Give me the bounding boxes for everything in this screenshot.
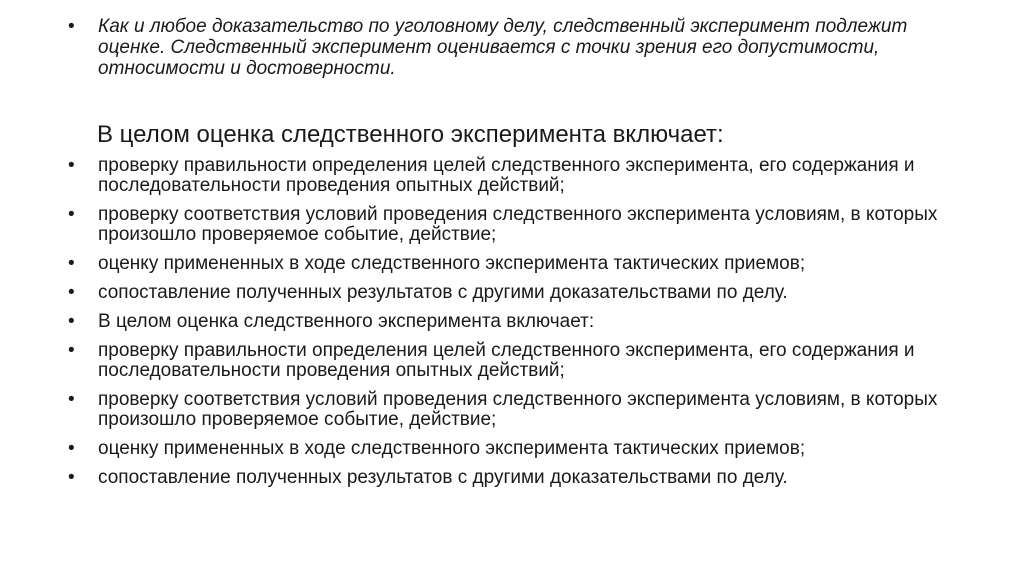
list-item (68, 468, 968, 488)
intro-item (68, 16, 968, 79)
list-item (68, 341, 968, 381)
list-item (68, 390, 968, 430)
list-item-text: проверку соответствия условий проведения следственного эксперимента условиям, в которых произошло проверяемое событие, действие; (98, 204, 938, 245)
list-item (68, 439, 968, 459)
list-item (68, 156, 968, 196)
list-item-text: проверку правильности определения целей следственного эксперимента, его содержания и последовательности проведения опытных действий; (98, 155, 915, 196)
list-item (68, 205, 968, 245)
bullet-icon: • (68, 389, 75, 410)
list-item (68, 283, 968, 303)
bullet-icon: • (68, 155, 75, 176)
list-item-text: проверку соответствия условий проведения следственного эксперимента условиям, в которых произошло проверяемое событие, действие; (98, 389, 938, 430)
bullet-icon: • (68, 311, 75, 332)
evaluation-list (68, 156, 968, 497)
list-item-text: оценку примененных в ходе следственного эксперимента тактических приемов; (98, 438, 806, 459)
intro-list (68, 16, 968, 79)
bullet-icon: • (68, 253, 75, 274)
list-item-text: В целом оценка следственного эксперимента включает: (98, 311, 595, 332)
list-item-text: оценку примененных в ходе следственного эксперимента тактических приемов; (98, 253, 806, 274)
list-item (68, 312, 968, 332)
bullet-icon: • (68, 16, 75, 37)
intro-text: Как и любое доказательство по уголовному делу, следственный эксперимент подлежит оценке. Следственный эксперимент оценивается с точки зрения его допустимости, относимости и достоверности. (98, 16, 908, 79)
section-heading: В целом оценка следственного эксперимента включает: (97, 121, 724, 148)
bullet-icon: • (68, 467, 75, 488)
bullet-icon: • (68, 282, 75, 303)
list-item-text: сопоставление полученных результатов с другими доказательствами по делу. (98, 282, 788, 303)
list-item-text: сопоставление полученных результатов с другими доказательствами по делу. (98, 467, 788, 488)
bullet-icon: • (68, 340, 75, 361)
list-item-text: проверку правильности определения целей следственного эксперимента, его содержания и последовательности проведения опытных действий; (98, 340, 915, 381)
bullet-icon: • (68, 204, 75, 225)
list-item (68, 254, 968, 274)
bullet-icon: • (68, 438, 75, 459)
